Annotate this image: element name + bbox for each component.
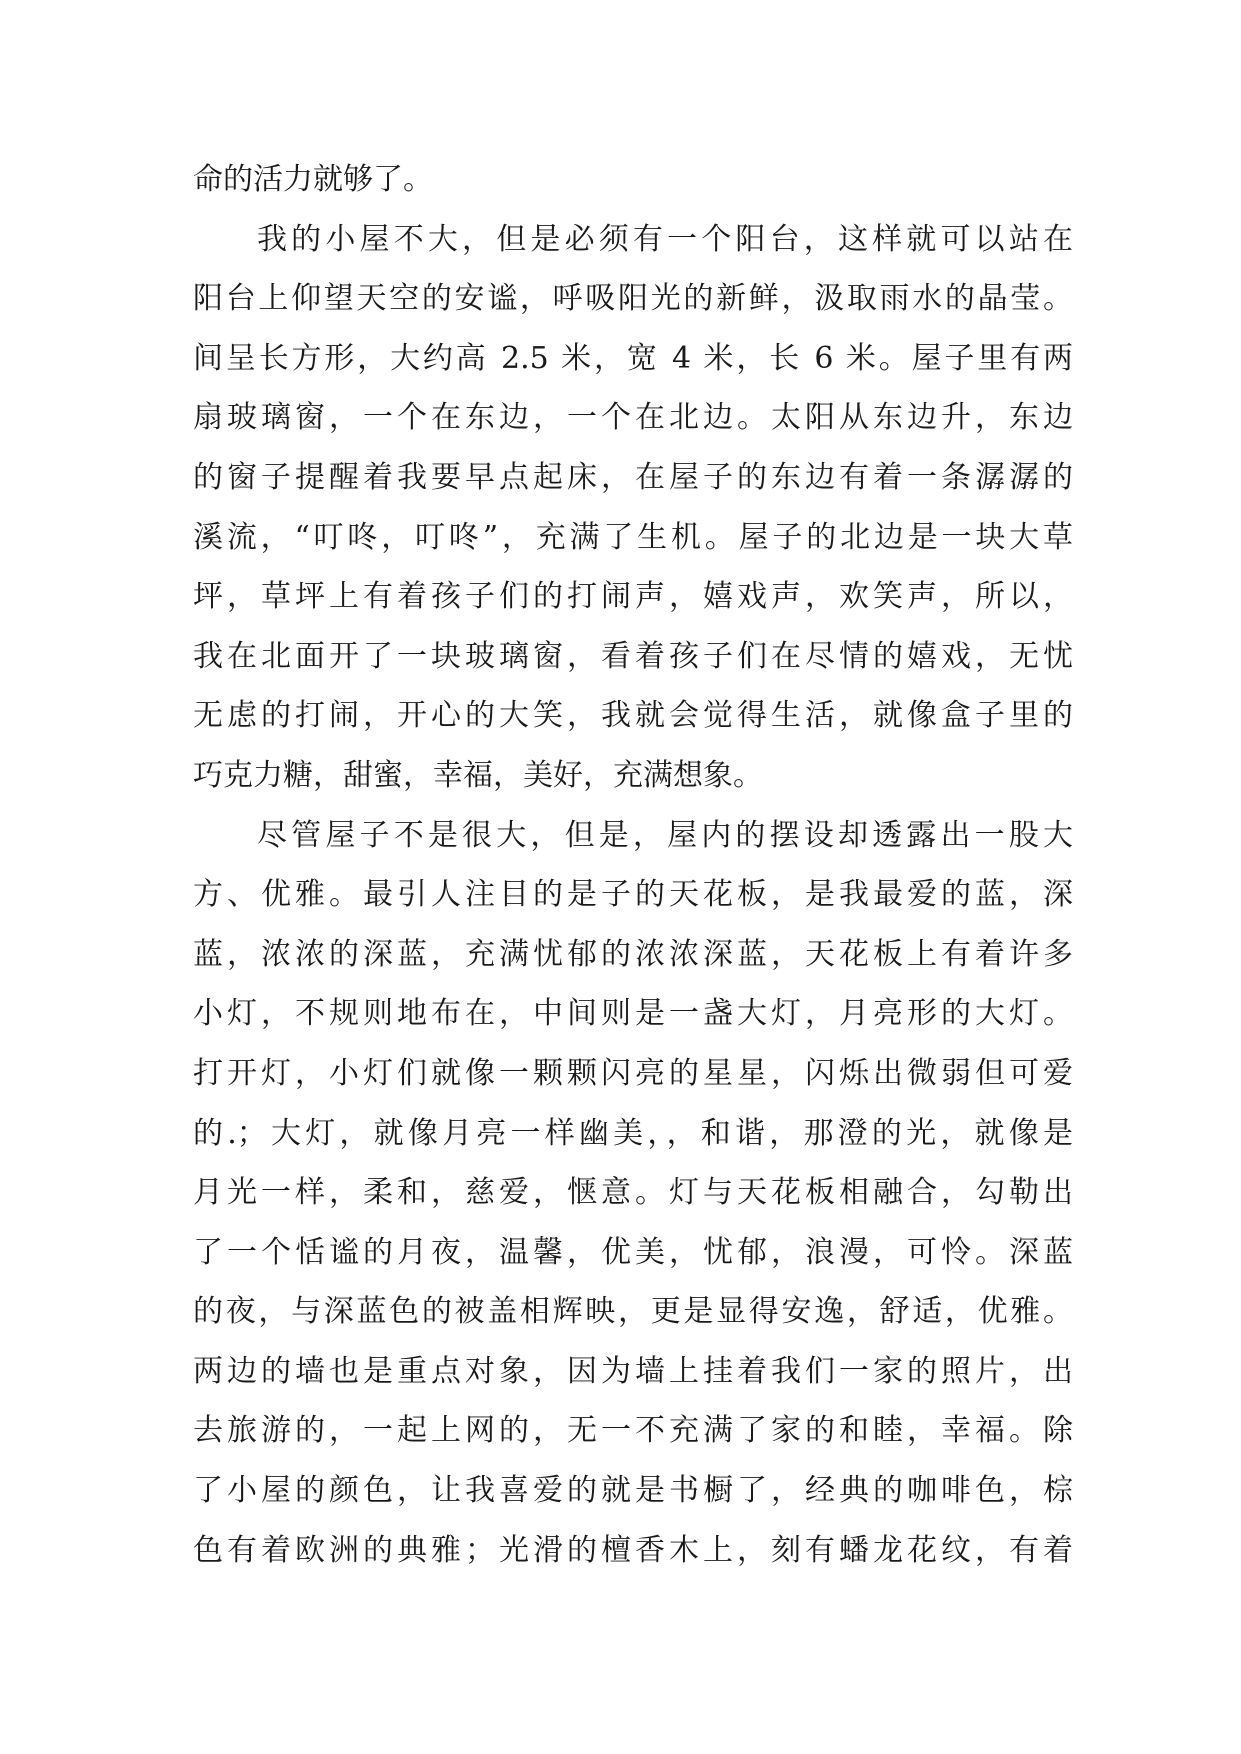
text-line: 命的活力就够了。 — [193, 162, 433, 197]
text-line: 间呈长方形，大约高 2.5 米，宽 4 米，长 6 米。屋子里有两 — [193, 340, 1073, 376]
text-line: 两边的墙也是重点对象，因为墙上挂着我们一家的照片，出 — [193, 1353, 1073, 1389]
text-line: 坪，草坪上有着孩子们的打闹声，嬉戏声，欢笑声，所以， — [193, 579, 1073, 615]
text-line: 了一个恬谧的月夜，温馨，优美，忧郁，浪漫，可怜。深蓝 — [193, 1234, 1073, 1270]
text-line: 了小屋的颜色，让我喜爱的就是书橱了，经典的咖啡色，棕 — [193, 1473, 1073, 1509]
text-line: 月光一样，柔和，慈爱，惬意。灯与天花板相融合，勾勒出 — [193, 1175, 1073, 1211]
text-line: 的.；大灯，就像月亮一样幽美，，和谐，那澄的光，就像是 — [193, 1115, 1073, 1151]
text-line: 的夜，与深蓝色的被盖相辉映，更是显得安逸，舒适，优雅。 — [193, 1294, 1073, 1330]
text-line: 我在北面开了一块玻璃窗，看着孩子们在尽情的嬉戏，无忧 — [193, 638, 1073, 674]
text-line: 小灯，不规则地布在，中间则是一盏大灯，月亮形的大灯。 — [193, 996, 1073, 1032]
document-body — [193, 150, 1073, 1580]
text-line: 溪流，“叮咚，叮咚”，充满了生机。屋子的北边是一块大草 — [193, 519, 1073, 555]
text-line: 打开灯，小灯们就像一颗颗闪亮的星星，闪烁出微弱但可爱 — [193, 1055, 1073, 1091]
text-line: 尽管屋子不是很大，但是，屋内的摆设却透露出一股大 — [257, 817, 1073, 853]
text-line: 的窗子提醒着我要早点起床，在屋子的东边有着一条潺潺的 — [193, 459, 1073, 495]
text-line: 方、优雅。最引人注目的是子的天花板，是我最爱的蓝，深 — [193, 877, 1073, 913]
text-line: 阳台上仰望天空的安谧，呼吸阳光的新鲜，汲取雨水的晶莹。 — [193, 281, 1073, 317]
text-line: 色有着欧洲的典雅；光滑的檀香木上，刻有蟠龙花纹，有着 — [193, 1532, 1073, 1568]
text-line: 我的小屋不大，但是必须有一个阳台，这样就可以站在 — [257, 221, 1073, 257]
text-line: 去旅游的，一起上网的，无一不充满了家的和睦，幸福。除 — [193, 1413, 1073, 1449]
text-line: 蓝，浓浓的深蓝，充满忧郁的浓浓深蓝，天花板上有着许多 — [193, 936, 1073, 972]
text-line: 巧克力糖，甜蜜，幸福，美好，充满想象。 — [193, 757, 763, 793]
text-line: 扇玻璃窗，一个在东边，一个在北边。太阳从东边升，东边 — [193, 400, 1073, 436]
text-line: 无虑的打闹，开心的大笑，我就会觉得生活，就像盒子里的 — [193, 698, 1073, 734]
